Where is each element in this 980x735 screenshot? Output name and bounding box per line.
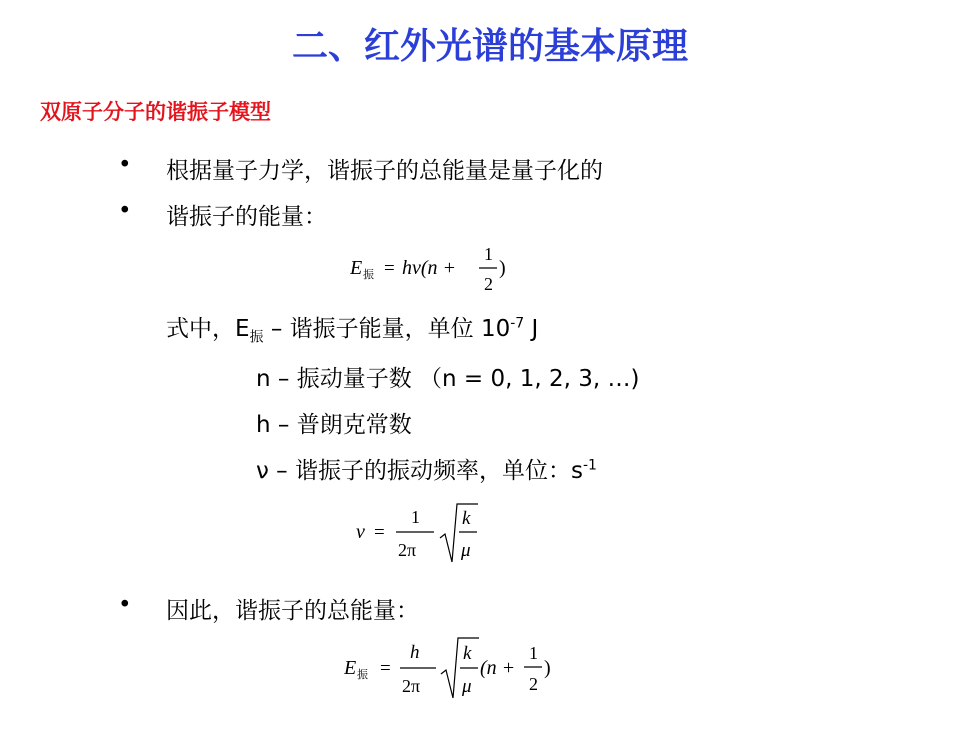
def-v-sup: -1 <box>582 457 597 474</box>
formula-sub: 振 <box>357 669 368 681</box>
sqrt-sign <box>440 504 478 562</box>
formula-num: 1 <box>484 244 493 264</box>
formula-hv: hν(n + <box>402 257 457 279</box>
def-prefix: 式中，E <box>166 316 250 342</box>
formula-close: ) <box>544 657 551 679</box>
bullet-dot: • <box>118 592 132 618</box>
formula-num: h <box>410 642 420 663</box>
slide-title: 二、红外光谱的基本原理 <box>291 26 688 67</box>
formula-eq: = <box>380 658 391 679</box>
formula-den: 2π <box>402 676 421 696</box>
bullet-text: 因此，谐振子的总能量： <box>166 598 419 624</box>
formula-den: 2π <box>398 540 417 560</box>
section-subtitle: 双原子分子的谐振子模型 <box>40 100 271 124</box>
formula-mu: μ <box>462 676 472 697</box>
def-text: – 谐振子能量，单位 10 <box>263 316 511 342</box>
definition-v <box>256 452 597 485</box>
formula-nu: ν <box>356 521 365 543</box>
def-prefix-sub: 振 <box>249 329 264 346</box>
formula-close: ) <box>499 257 506 279</box>
def-unit-tail: J <box>524 316 539 342</box>
formula-den: 2 <box>484 274 493 294</box>
formula-half-num: 1 <box>529 643 538 663</box>
frequency-formula <box>356 498 496 576</box>
bullet-dot: • <box>118 198 132 224</box>
formula-k: k <box>462 508 471 529</box>
formula-E: E <box>344 657 357 679</box>
energy-formula-graphic <box>350 238 550 300</box>
definition-h: h – 普朗克常数 <box>256 412 412 438</box>
definition-energy <box>166 310 539 346</box>
formula-E: E <box>350 257 363 279</box>
bullet-text: 谐振子的能量： <box>166 204 327 230</box>
def-v-text: ν – 谐振子的振动频率，单位：s <box>256 458 583 484</box>
formula-eq: = <box>374 522 385 543</box>
total-energy-formula-graphic <box>344 632 574 706</box>
bullet-text: 根据量子力学，谐振子的总能量是量子化的 <box>166 158 603 184</box>
bullet-dot: • <box>118 152 132 178</box>
formula-num: 1 <box>411 507 420 527</box>
formula-sub: 振 <box>363 269 374 281</box>
formula-eq: = <box>384 258 395 279</box>
formula-tail: (n + <box>480 657 516 679</box>
frequency-formula-graphic <box>356 498 496 570</box>
definition-n: n – 振动量子数 （n = 0, 1, 2, 3, …) <box>256 366 640 392</box>
formula-half-den: 2 <box>529 674 538 694</box>
formula-mu: μ <box>461 540 471 561</box>
total-energy-formula <box>344 632 574 712</box>
formula-k: k <box>463 643 472 664</box>
energy-formula <box>350 238 550 306</box>
def-unit-sup: -7 <box>510 315 525 332</box>
